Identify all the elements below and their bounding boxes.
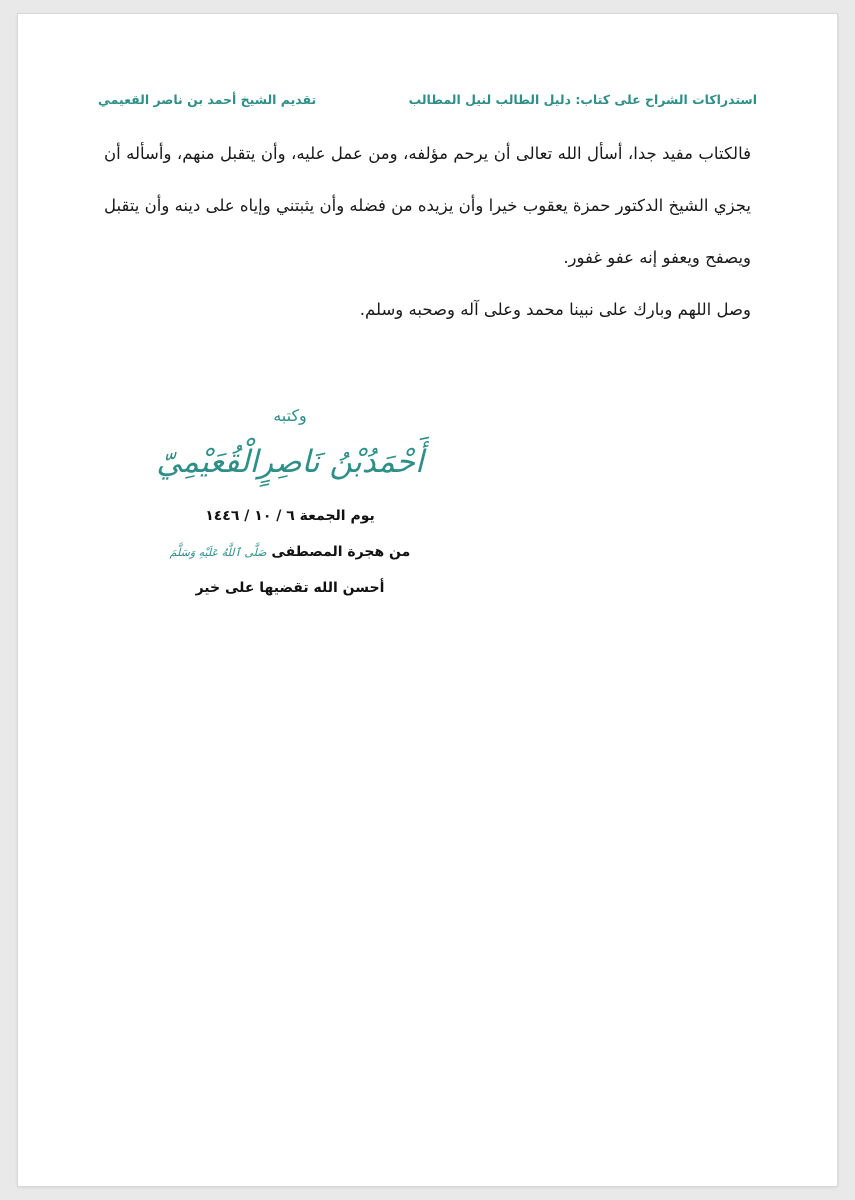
closing-prayer: وصل اللهم وبارك على نبينا محمد وعلى آله وصحبه وسلم.: [359, 300, 751, 319]
signature-dua: أحسن الله تقضيها على خير: [195, 580, 385, 596]
signature-date: يوم الجمعة ٦ / ١٠ / ١٤٤٦: [205, 508, 375, 524]
signature-block: [140, 398, 440, 606]
signature-wrote-label: وكتبه: [273, 406, 307, 425]
document-page: [18, 14, 837, 1186]
body-text: [104, 128, 751, 336]
header-book-title: استدراكات الشراح على كتاب: دليل الطالب لنيل المطالب: [408, 91, 757, 107]
honorific-glyph: صَلَّى ٱللَّهُ عَلَيْهِ وَسَلَّمَ: [169, 546, 267, 559]
hijra-text: من هجرة المصطفى: [271, 544, 411, 560]
running-header: [98, 87, 757, 111]
signature-hijra-line: [140, 534, 440, 570]
signature-author-name: أَحْمَدُبْنُ نَاصِرٍالْقُعَيْمِيّ: [156, 444, 424, 480]
header-preface-author: تقديم الشيخ أحمد بن ناصر القعيمي: [98, 91, 317, 107]
body-paragraph: فالكتاب مفيد جدا، أسأل الله تعالى أن يرحم مؤلفه، ومن عمل عليه، وأن يتقبل منهم، وأسأله أن يجزي الشيخ الدكتور حمزة يعقوب خيرا وأن يزيده من فضله وأن يثبتني وإياه على دينه وأن يتقبل ويصفح ويعفو إنه عفو غفور.: [104, 144, 751, 267]
